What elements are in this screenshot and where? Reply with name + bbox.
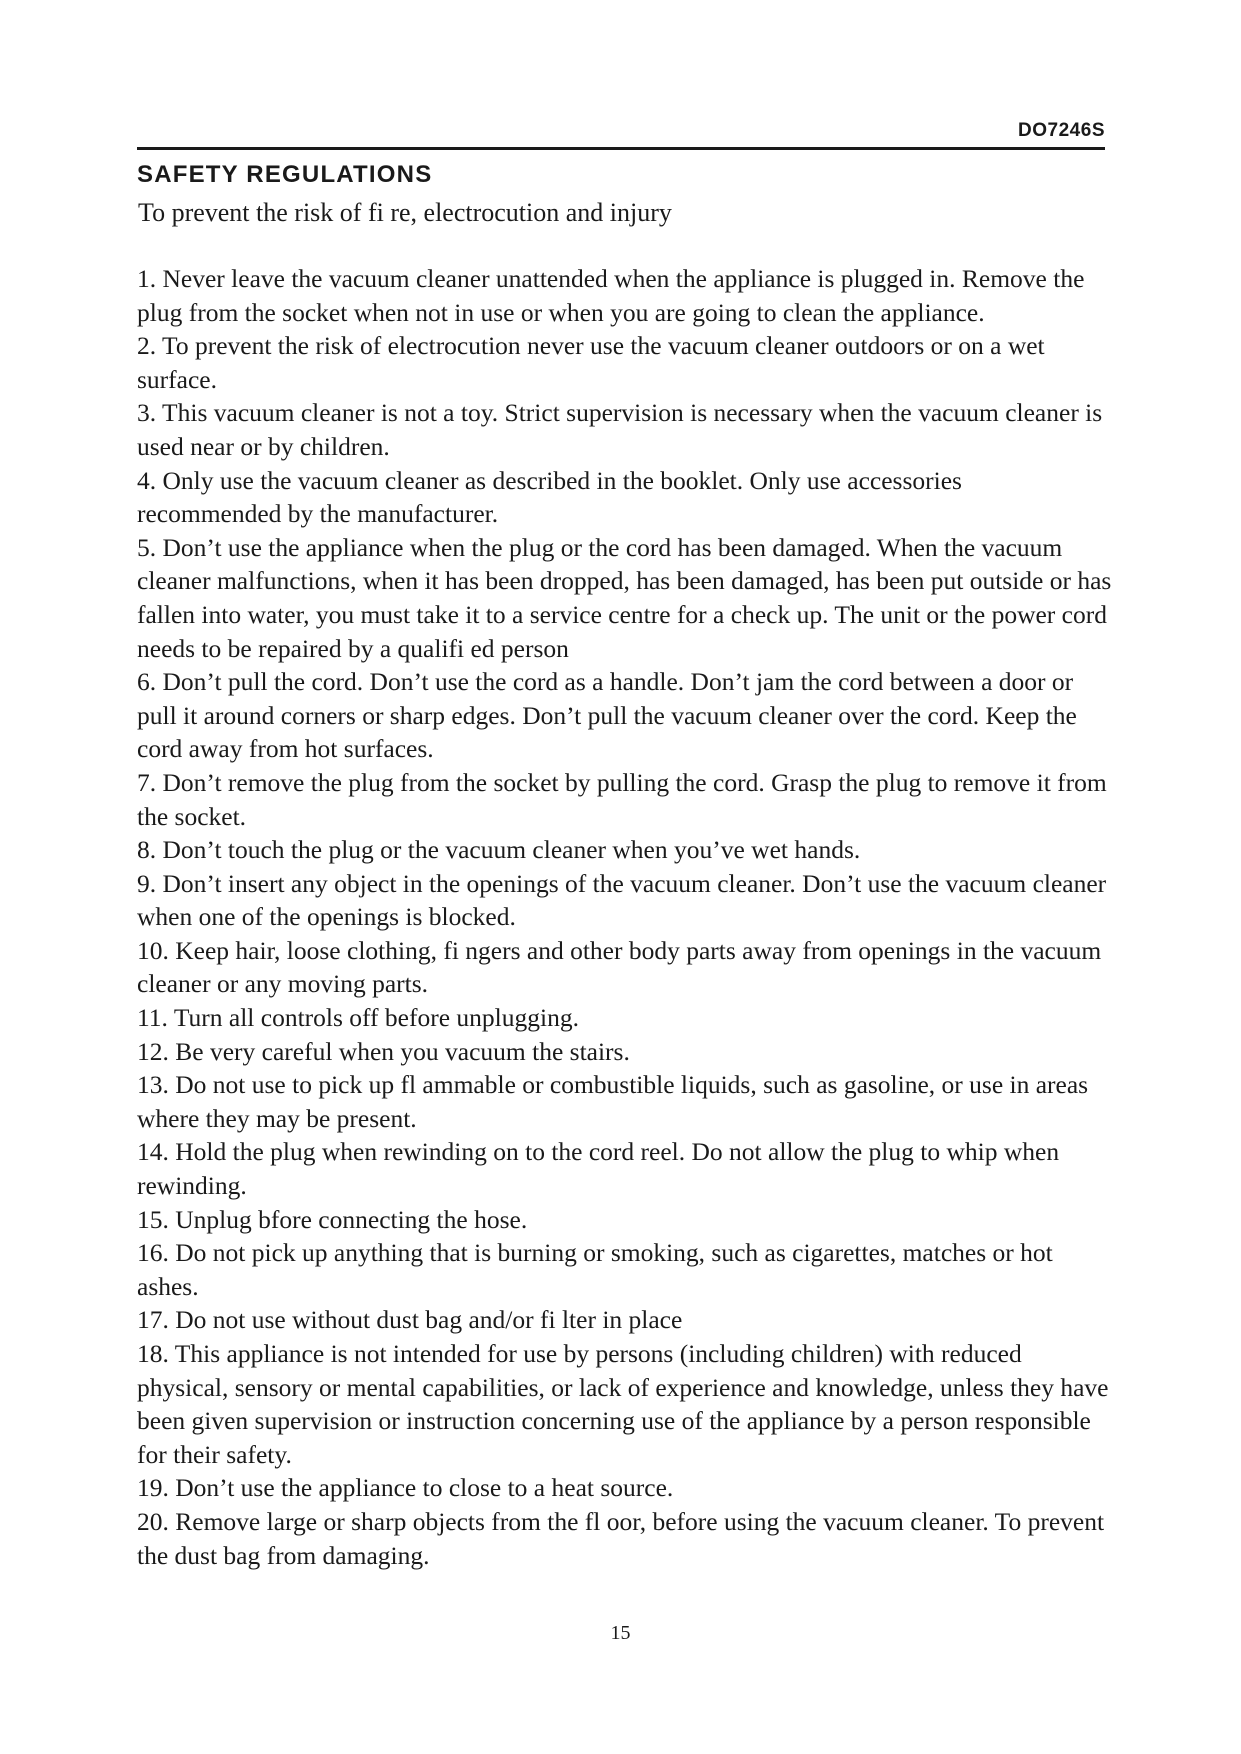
regulation-item-19: 19. Don’t use the appliance to close to a heat source.: [137, 1473, 674, 1503]
regulation-item-16: 16. Do not pick up anything that is burning or smoking, such as cigarettes, matches or hot ashes.: [137, 1238, 1053, 1301]
regulation-item-20: 20. Remove large or sharp objects from the fl oor, before using the vacuum cleaner. To prevent the dust bag from damaging.: [137, 1506, 1105, 1570]
section-title: SAFETY REGULATIONS: [137, 161, 433, 188]
regulation-item-14: 14. Hold the plug when rewinding on to the cord reel. Do not allow the plug to whip when rewinding.: [137, 1137, 1060, 1201]
regulation-item-2: 2. To prevent the risk of electrocution never use the vacuum cleaner outdoors or on a wet surface.: [137, 331, 1045, 394]
regulation-item-8: 8. Don’t touch the plug or the vacuum cleaner when you’ve wet hands.: [137, 835, 861, 865]
regulation-item-18: 18. This appliance is not intended for use by persons (including children) with reduced physical, sensory or mental capabilities, or lack of experience and knowledge, unless they have been given supervision or instruction concerning use of the appliance by a person responsible for their safety.: [137, 1339, 1109, 1469]
section-subtitle: To prevent the risk of fi re, electrocution and injury: [138, 198, 672, 227]
regulation-item-15: 15. Unplug bfore connecting the hose.: [137, 1204, 528, 1234]
regulation-item-6: 6. Don’t pull the cord. Don’t use the cord as a handle. Don’t jam the cord between a door or pull it around corners or sharp edges. Don’t pull the vacuum cleaner over the cord. Keep the cord away from hot surfaces.: [137, 667, 1077, 764]
regulation-item-11: 11. Turn all controls off before unplugging.: [137, 1003, 579, 1033]
regulation-item-3: 3. This vacuum cleaner is not a toy. Strict supervision is necessary when the vacuum cleaner is used near or by children.: [137, 398, 1103, 461]
regulation-item-9: 9. Don’t insert any object in the openings of the vacuum cleaner. Don’t use the vacuum cleaner when one of the openings is blocked.: [137, 868, 1107, 932]
safety-regulations-list: [137, 262, 1112, 1572]
model-code: DO7246S: [1018, 120, 1105, 141]
regulation-item-4: 4. Only use the vacuum cleaner as described in the booklet. Only use accessories recommended by the manufacturer.: [137, 465, 962, 529]
regulation-item-1: 1. Never leave the vacuum cleaner unattended when the appliance is plugged in. Remove the plug from the socket when not in use or when you are going to clean the appliance.: [137, 264, 1085, 327]
regulation-item-10: 10. Keep hair, loose clothing, fi ngers and other body parts away from openings in the vacuum cleaner or any moving parts.: [137, 935, 1102, 999]
regulation-item-5: 5. Don’t use the appliance when the plug or the cord has been damaged. When the vacuum cleaner malfunctions, when it has been dropped, has been damaged, has been put outside or has fallen into water, you must take it to a service centre for a check up. The unit or the power cord needs to be repaired by a qualifi ed person: [137, 532, 1112, 663]
page-number: 15: [610, 1622, 631, 1644]
regulation-item-17: 17. Do not use without dust bag and/or fi lter in place: [137, 1305, 683, 1335]
regulation-item-12: 12. Be very careful when you vacuum the stairs.: [137, 1036, 630, 1066]
regulation-item-7: 7. Don’t remove the plug from the socket by pulling the cord. Grasp the plug to remove it from the socket.: [137, 767, 1107, 831]
header-rule: [137, 147, 1105, 150]
regulation-item-13: 13. Do not use to pick up fl ammable or combustible liquids, such as gasoline, or use in areas where they may be present.: [137, 1070, 1089, 1133]
